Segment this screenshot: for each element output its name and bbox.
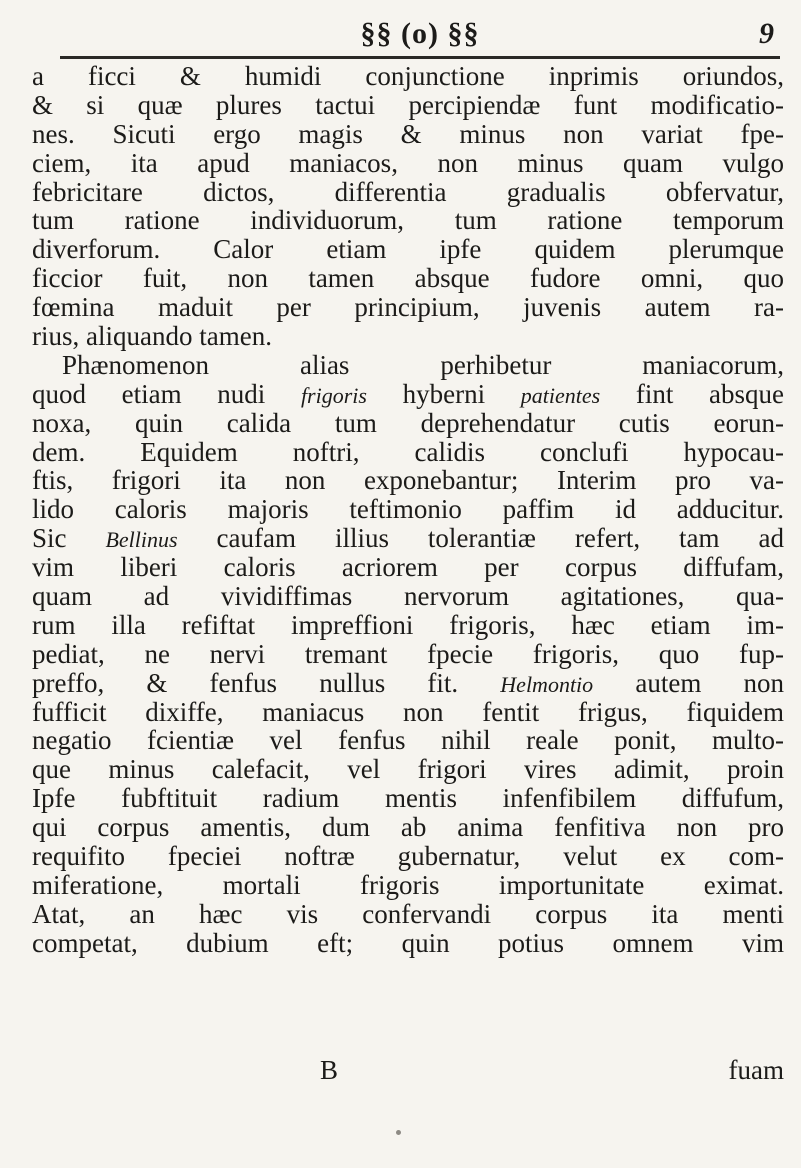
text-line: que minus calefacit, vel frigori vires adimit, proin: [32, 754, 784, 785]
text-line: lido caloris majoris teftimonio paffim id adducitur.: [32, 494, 784, 525]
text-line: ftis, frigori ita non exponebantur; Interim pro va-: [32, 465, 784, 496]
text-line: a ficci & humidi conjunctione inprimis oriundos,: [32, 61, 784, 91]
text-line: Sic Bellinus caufam illius tolerantiæ refert, tam ad: [32, 523, 784, 554]
text-line: pediat, ne nervi tremant fpecie frigoris, quo fup-: [32, 638, 784, 669]
paper-speck: [396, 1130, 401, 1135]
text-line: tum ratione individuorum, tum ratione temporum: [32, 205, 784, 236]
text-line: ficcior fuit, non tamen absque fudore omni, quo: [32, 263, 784, 294]
text-line: Atat, an hæc vis confervandi corpus ita menti: [32, 898, 784, 929]
text-line: dem. Equidem noftri, calidis conclufi hypocau-: [32, 436, 784, 467]
text-line: Ipfe fubftituit radium mentis infenfibilem diffufum,: [32, 783, 784, 814]
text-line: ciem, ita apud maniacos, non minus quam vulgo: [32, 147, 784, 178]
text-line: competat, dubium eft; quin potius omnem vim: [32, 927, 784, 958]
text-line: noxa, quin calida tum deprehendatur cutis eorun-: [32, 407, 784, 438]
header-ornament: §§ (o) §§: [360, 17, 480, 50]
body-text: [32, 62, 784, 958]
text-line: fufficit dixiffe, maniacus non fentit frigus, fiquidem: [32, 696, 784, 727]
italic-term: patientes: [520, 382, 601, 408]
text-line: diverforum. Calor etiam ipfe quidem plerumque: [32, 234, 784, 265]
text-line: quod etiam nudi frigoris hyberni patientes fint absque: [32, 378, 784, 409]
text-line: requifito fpeciei noftræ gubernatur, velut ex com-: [32, 841, 784, 872]
text-line: rum illa refiftat impreffioni frigoris, hæc etiam im-: [32, 609, 784, 640]
signature-mark: B: [320, 1055, 339, 1085]
page-number: 9: [759, 17, 774, 50]
italic-term: frigoris: [300, 382, 367, 408]
header-rule: [60, 56, 780, 59]
text-line: & si quæ plures tactui percipiendæ funt modificatio-: [32, 89, 784, 120]
italic-author: Helmontio: [500, 671, 594, 697]
catchword: fuam: [728, 1055, 784, 1085]
text-line: fœmina maduit per principium, juvenis autem ra-: [32, 292, 784, 323]
text-line: qui corpus amentis, dum ab anima fenfitiva non pro: [32, 812, 784, 843]
text-line: febricitare dictos, differentia gradualis obfervatur,: [32, 176, 784, 207]
text-line: quam ad vividiffimas nervorum agitationes, qua-: [32, 581, 784, 612]
text-line: vim liberi caloris acriorem per corpus diffufam,: [32, 552, 784, 583]
running-header: [60, 14, 780, 56]
text-line: Phænomenon alias perhibetur maniacorum,: [62, 349, 784, 380]
text-line: nes. Sicuti ergo magis & minus non variat fpe-: [32, 118, 784, 149]
text-line: negatio fcientiæ vel fenfus nihil reale ponit, multo-: [32, 725, 784, 756]
page-footer: [32, 1056, 784, 1086]
text-line: rius, aliquando tamen.: [32, 321, 272, 352]
text-line: preffo, & fenfus nullus fit. Helmontio autem non: [32, 667, 784, 698]
text-line: miferatione, mortali frigoris importunitate eximat.: [32, 869, 784, 900]
italic-author: Bellinus: [105, 527, 178, 553]
